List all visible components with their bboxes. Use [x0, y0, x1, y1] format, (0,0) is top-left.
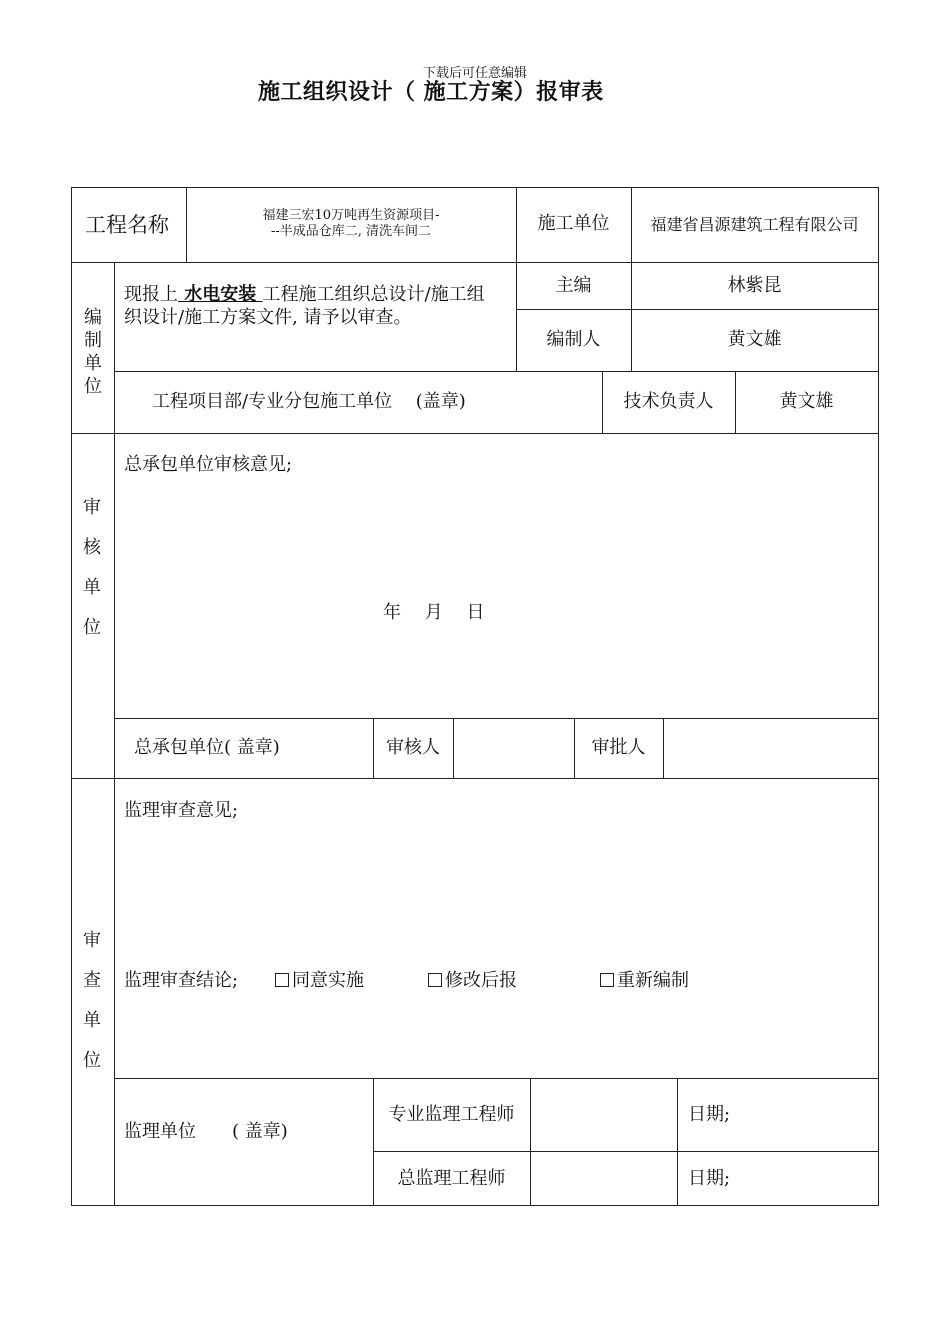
page-title: 施工组织设计（ 施工方案）报审表 [258, 80, 604, 105]
approver-label: 审批人 [591, 737, 646, 758]
option-recompile[interactable] [600, 970, 689, 992]
option-revise[interactable] [428, 970, 517, 992]
editor-label: 编制人 [546, 329, 601, 350]
option-revise-label: 修改后报 [445, 970, 517, 991]
project-dept-stamp-label: 工程项目部/专业分包施工单位 (盖章) [152, 391, 466, 412]
chief-date-label: 日期; [688, 1168, 731, 1189]
supervision-opinion-label: 监理审查意见; [124, 800, 239, 821]
tech-lead-label: 技术负责人 [623, 391, 714, 412]
review-unit-side-label: 审 核 单 位 [83, 497, 101, 638]
compile-unit-side-label: 编 制 单 位 [84, 307, 102, 397]
report-subject: 水电安装 [178, 284, 263, 305]
report-text-line1 [124, 284, 485, 306]
report-prefix: 现报上 [124, 284, 178, 305]
chief-engineer-label: 总监理工程师 [397, 1168, 506, 1189]
construction-unit-value: 福建省昌源建筑工程有限公司 [650, 215, 859, 234]
supervision-conclusion-label: 监理审查结论; [124, 970, 239, 991]
checkbox-recompile[interactable] [600, 973, 614, 987]
checkbox-revise[interactable] [428, 973, 442, 987]
supervision-unit-side-label: 审 查 单 位 [83, 930, 101, 1071]
tech-lead-value: 黄文雄 [779, 391, 834, 412]
project-name-label: 工程名称 [85, 213, 169, 237]
project-name-line1: 福建三宏10万吨再生资源项目- [262, 208, 440, 223]
reviewer-label: 审核人 [386, 737, 440, 758]
report-line1-rest: 工程施工组织总设计/施工组 [262, 284, 485, 305]
general-contractor-stamp-label: 总承包单位( 盖章) [134, 737, 280, 758]
specialist-date-label: 日期; [688, 1104, 731, 1125]
report-text-line2: 织设计/施工方案文件, 请予以审查。 [124, 307, 412, 328]
general-contractor-opinion-label: 总承包单位审核意见; [124, 454, 293, 475]
project-name-line2: --半成品仓库二, 清洗车间二 [270, 224, 432, 239]
option-approve[interactable] [275, 970, 364, 992]
construction-unit-label: 施工单位 [537, 213, 610, 234]
supervision-unit-stamp-label: 监理单位 ( 盖章) [124, 1121, 288, 1142]
download-note: 下载后可任意编辑 [422, 66, 527, 81]
chief-editor-label: 主编 [555, 275, 592, 296]
editor-value: 黄文雄 [727, 329, 782, 350]
checkbox-approve[interactable] [275, 973, 289, 987]
chief-editor-value: 林紫昆 [727, 275, 782, 296]
review-date-text: 年 月 日 [383, 602, 485, 623]
option-approve-label: 同意实施 [292, 970, 364, 991]
option-recompile-label: 重新编制 [617, 970, 689, 991]
specialist-engineer-label: 专业监理工程师 [388, 1104, 515, 1125]
